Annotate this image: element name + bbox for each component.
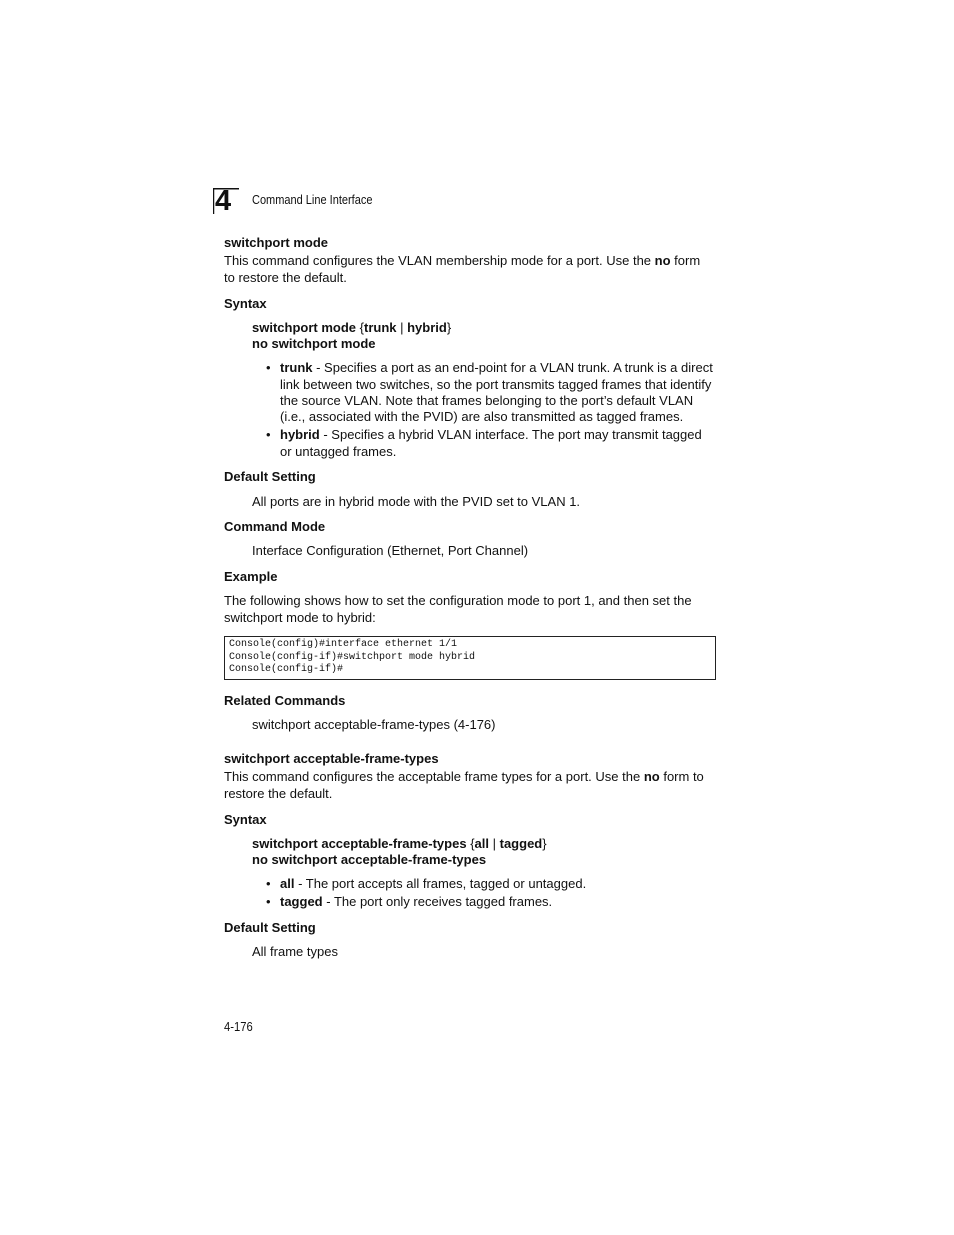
bullet-dot: • xyxy=(266,876,271,891)
chapter-number: 4 xyxy=(215,185,232,217)
default-setting-text: All ports are in hybrid mode with the PVID set to VLAN 1. xyxy=(252,494,581,509)
bullet-term: tagged xyxy=(280,894,323,909)
section-title-acceptable-frame-types: switchport acceptable-frame-types xyxy=(224,751,439,766)
bullet-text: - The port only receives tagged frames. xyxy=(322,894,553,909)
bullet-line xyxy=(280,893,552,910)
intro-text-end: form xyxy=(670,253,701,268)
intro-line-2: to restore the default. xyxy=(224,270,347,285)
syntax-heading: Syntax xyxy=(224,812,267,827)
syntax-command: switchport mode xyxy=(252,320,357,335)
code-line: Console(config)#interface ethernet 1/1 xyxy=(229,639,458,650)
bullet-term: all xyxy=(280,876,295,891)
bullet-line xyxy=(280,359,713,376)
intro-no-keyword: no xyxy=(643,769,660,784)
intro-text: This command configures the VLAN membership mode for a port. Use the xyxy=(224,253,655,268)
default-setting-heading: Default Setting xyxy=(224,920,316,935)
syntax-line-1 xyxy=(252,835,547,852)
code-line: Console(config-if)# xyxy=(229,664,344,675)
bullet-line: (i.e., associated with the PVID) are also transmitted as tagged frames. xyxy=(280,409,684,424)
section-title-switchport-mode: switchport mode xyxy=(224,235,329,250)
bullet-text: - The port accepts all frames, tagged or untagged. xyxy=(294,876,587,891)
bullet-dot: • xyxy=(266,360,271,375)
bullet-line: or untagged frames. xyxy=(280,444,397,459)
example-line-1: The following shows how to set the configuration mode to port 1, and then set the xyxy=(224,593,692,608)
syntax-line-1 xyxy=(252,319,451,336)
intro-text: This command configures the acceptable frame types for a port. Use the xyxy=(224,769,644,784)
syntax-brace-close: } xyxy=(542,836,547,851)
intro-text-end: form to xyxy=(659,769,704,784)
example-heading: Example xyxy=(224,569,278,584)
intro-no-keyword: no xyxy=(654,253,671,268)
related-command-link[interactable]: switchport acceptable-frame-types (4-176) xyxy=(252,717,496,732)
chapter-number-badge xyxy=(213,185,239,217)
intro-line-1 xyxy=(224,768,704,785)
syntax-separator: | xyxy=(396,320,408,335)
bullet-dot: • xyxy=(266,427,271,442)
code-example-box xyxy=(224,636,716,680)
syntax-command: switchport acceptable-frame-types xyxy=(252,836,467,851)
syntax-line-2: no switchport mode xyxy=(252,336,376,351)
example-line-2: switchport mode to hybrid: xyxy=(224,610,376,625)
syntax-heading: Syntax xyxy=(224,296,267,311)
syntax-brace-close: } xyxy=(446,320,452,335)
chapter-title: Command Line Interface xyxy=(252,193,373,207)
syntax-separator: | xyxy=(489,836,500,851)
bullet-term: trunk xyxy=(280,360,313,375)
bullet-line xyxy=(280,875,586,892)
syntax-brace-open: { xyxy=(356,320,364,335)
default-setting-text: All frame types xyxy=(252,944,338,959)
command-mode-text: Interface Configuration (Ethernet, Port Channel) xyxy=(252,543,529,558)
code-line: Console(config-if)#switchport mode hybrid xyxy=(229,652,476,663)
intro-line-1 xyxy=(224,252,700,269)
syntax-option-hybrid: hybrid xyxy=(407,320,447,335)
syntax-option-all: all xyxy=(474,836,490,851)
syntax-brace-open: { xyxy=(466,836,475,851)
page-number: 4-176 xyxy=(224,1020,253,1034)
bullet-line xyxy=(280,426,702,443)
bullet-text: - Specifies a port as an end-point for a VLAN trunk. A trunk is a direct xyxy=(312,360,713,375)
command-mode-heading: Command Mode xyxy=(224,519,326,534)
bullet-line: the source VLAN. Note that frames belonging to the port’s default VLAN xyxy=(280,393,694,408)
default-setting-heading: Default Setting xyxy=(224,469,316,484)
intro-line-2: restore the default. xyxy=(224,786,333,801)
bullet-text: - Specifies a hybrid VLAN interface. The port may transmit tagged xyxy=(319,427,702,442)
bullet-term: hybrid xyxy=(280,427,320,442)
syntax-line-2: no switchport acceptable-frame-types xyxy=(252,852,487,867)
related-commands-heading: Related Commands xyxy=(224,693,346,708)
syntax-option-tagged: tagged xyxy=(499,836,543,851)
bullet-line: link between two switches, so the port transmits tagged frames that identify xyxy=(280,377,712,392)
bullet-dot: • xyxy=(266,894,271,909)
syntax-option-trunk: trunk xyxy=(363,320,397,335)
